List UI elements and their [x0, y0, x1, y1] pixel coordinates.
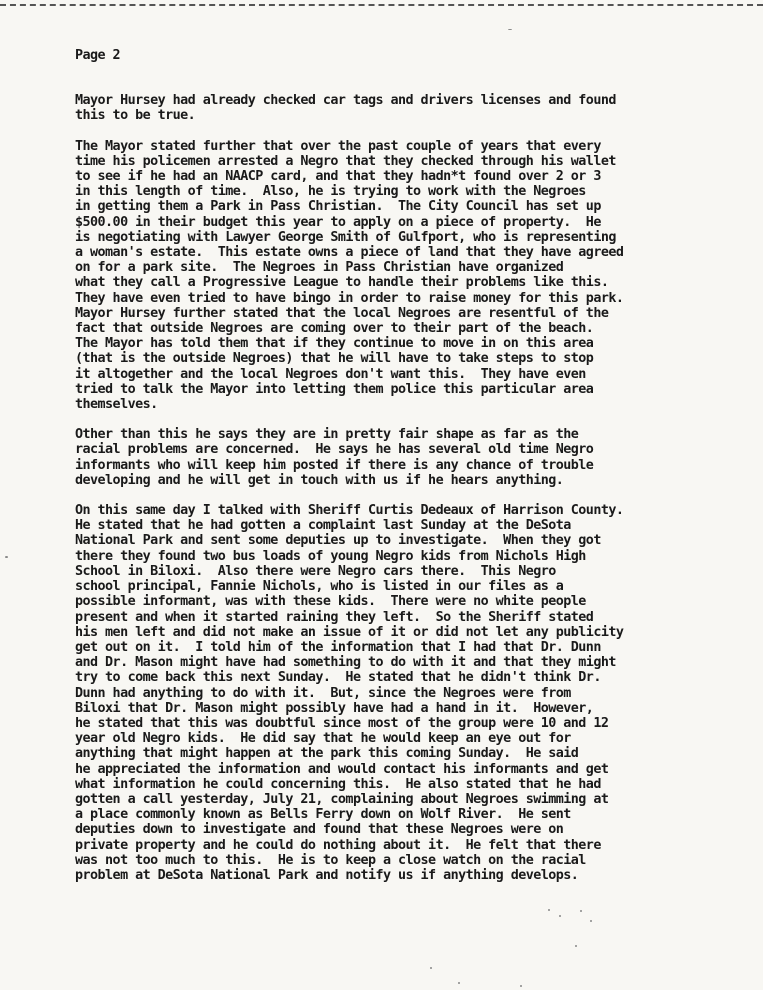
paragraph-racial-problems: Other than this he says they are in pretty fair shape as far as the racial problems are concerned. He says he has several old time Negro informants who will keep him posted if there is any chance of trouble developing and he will get in touch with us if he hears anything.	[75, 427, 594, 488]
page-number-label: Page 2	[75, 48, 121, 63]
paragraph-sheriff-dedeaux: On this same day I talked with Sheriff Curtis Dedeaux of Harrison County. He stated that he had gotten a complaint last Sunday at the DeSota National Park and sent some deputies up to investigate. When they got there they found two bus loads of young Negro kids from Nichols High School in Biloxi. Also there were Negro cars there. This Negro school principal, Fannie Nichols, who is listed in our files as a possible informant, was with these kids. There were no white people present and when it started raining they left. So the Sheriff stated his men left and did not make an issue of it or did not let any publicity get out on it. I told him of the information that I had that Dr. Dunn and Dr. Mason might have had something to do with it and that they might try to come back this next Sunday. He stated that he didn't think Dr. Dunn had anything to do with it. But, since the Negroes were from Biloxi that Dr. Mason might possibly have had a hand in it. However, he stated that this was doubtful since most of the group were 10 and 12 year old Negro kids. He did say that he would keep an eye out for anything that might happen at the park this coming Sunday. He said he appreciated the information and would contact his informants and get what information he could concerning this. He also stated that he had gotten a call yesterday, July 21, complaining about Negroes swimming at a place commonly known as Bells Ferry down on Wolf River. He sent deputies down to investigate and found that these Negroes were on private property and he could do nothing about it. He felt that there was not too much to this. He is to keep a close watch on the racial problem at DeSota National Park and notify us if anything develops.	[75, 503, 624, 883]
paragraph-mayor-checks: Mayor Hursey had already checked car tags and drivers licenses and found this to be true.	[75, 93, 616, 124]
scan-speck	[548, 909, 550, 911]
scan-speck	[5, 556, 8, 558]
scan-speck	[575, 945, 577, 947]
scan-speck	[508, 29, 512, 30]
scan-speck	[458, 982, 460, 984]
scan-speck	[559, 915, 561, 917]
document-body	[75, 48, 743, 898]
scan-speck	[520, 985, 522, 987]
top-dashed-rule	[0, 4, 763, 6]
paragraph-mayor-statement: The Mayor stated further that over the past couple of years that every time his policemen arrested a Negro that they checked through his wallet to see if he had an NAACP card, and that they hadn*t found over 2 or 3 in this length of time. Also, he is trying to work with the Negroes in getting them a Park in Pass Christian. The City Council has set up $500.00 in their budget this year to apply on a piece of property. He is negotiating with Lawyer George Smith of Gulfport, who is representing a woman's estate. This estate owns a piece of land that they have agreed on for a park site. The Negroes in Pass Christian have organized what they call a Progressive League to handle their problems like this. They have even tried to have bingo in order to raise money for this park. Mayor Hursey further stated that the local Negroes are resentful of the fact that outside Negroes are coming over to their part of the beach. The Mayor has told them that if they continue to move in on this area (that is the outside Negroes) that he will have to take steps to stop it altogether and the local Negroes don't want this. They have even tried to talk the Mayor into letting them police this particular area themselves.	[75, 138, 624, 413]
scan-speck	[590, 920, 592, 922]
scan-speck	[580, 910, 582, 912]
scan-speck	[430, 967, 432, 969]
